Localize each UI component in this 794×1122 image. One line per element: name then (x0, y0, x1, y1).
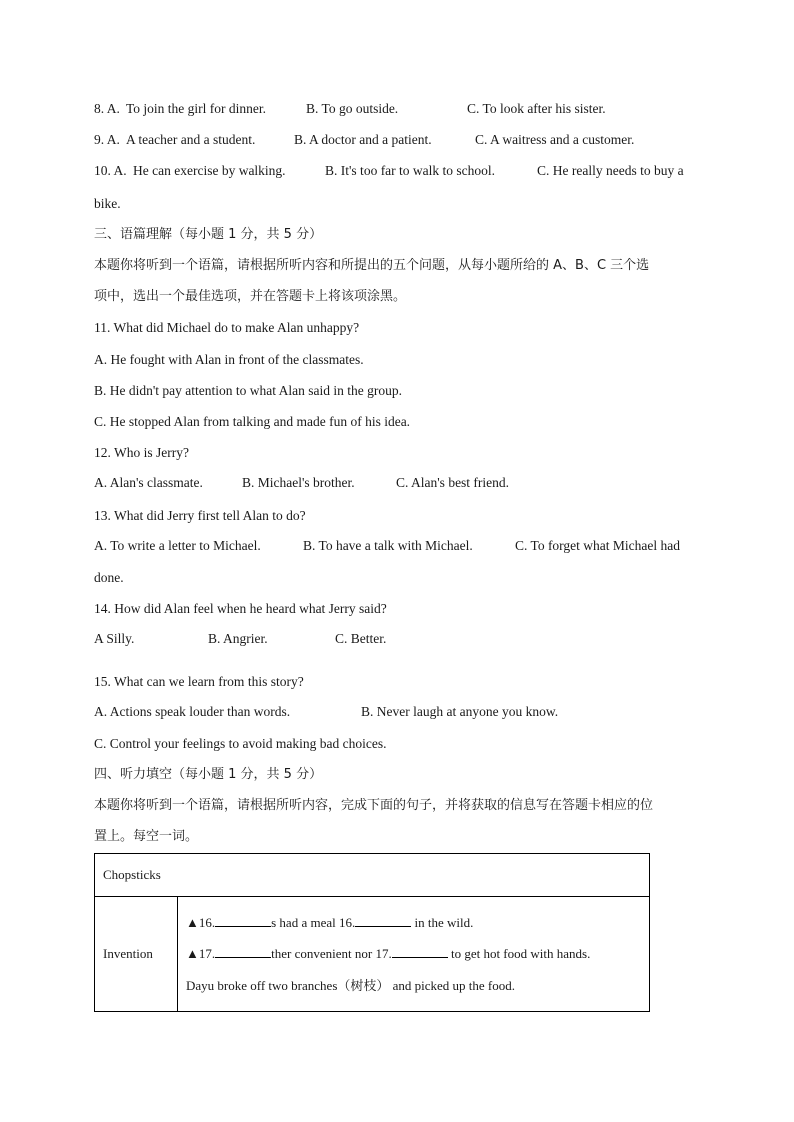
q9-option-a: A teacher and a student. (126, 132, 256, 147)
blank-16-prefix: ▲16. (186, 914, 216, 930)
line-2-end: to get hot food with hands. (450, 946, 591, 962)
answer-blank[interactable] (215, 914, 271, 927)
q11-option-a: A. He fought with Alan in front of the classmates. (94, 352, 364, 367)
question-9 (94, 132, 704, 150)
question-10 (94, 163, 704, 181)
q15-option-c: C. Control your feelings to avoid making bad choices. (94, 736, 387, 751)
q8-option-c: C. To look after his sister. (467, 101, 606, 116)
q15-options (94, 704, 704, 722)
section-3-instructions-line2: 项中，选出一个最佳选项，并在答题卡上将该项涂黑。 (94, 289, 407, 304)
q9-option-b: B. A doctor and a patient. (294, 132, 432, 147)
q12-option-b: B. Michael's brother. (242, 475, 355, 490)
q13-question: 13. What did Jerry first tell Alan to do? (94, 508, 306, 523)
invention-line-1 (186, 907, 641, 939)
q14-option-c: C. Better. (335, 631, 387, 646)
q13-option-c-wrap: done. (94, 570, 124, 585)
invention-line-2 (186, 938, 641, 970)
chopsticks-table (94, 853, 650, 1012)
q13-option-c: C. To forget what Michael had (515, 538, 681, 553)
q15-question: 15. What can we learn from this story? (94, 674, 304, 689)
q10-option-a: He can exercise by walking. (133, 163, 286, 178)
q10-option-b: B. It's too far to walk to school. (325, 163, 496, 178)
q12-option-a: A. Alan's classmate. (94, 475, 203, 490)
q14-question: 14. How did Alan feel when he heard what Jerry said? (94, 601, 387, 616)
invention-content (178, 897, 650, 1012)
section-4-instructions-line2: 置上。每空一词。 (94, 829, 199, 844)
q10-option-c: C. He really needs to buy a (537, 163, 684, 178)
section-3-title: 三、语篇理解（每小题 1 分，共 5 分） (94, 227, 323, 242)
q13-option-a: A. To write a letter to Michael. (94, 538, 261, 553)
section-4-instructions-line1: 本题你将听到一个语篇，请根据所听内容，完成下面的句子，并将获取的信息写在答题卡相应的位 (94, 798, 654, 813)
q14-option-a: A Silly. (94, 631, 135, 646)
line-1-end: in the wild. (414, 914, 474, 930)
table-header: Chopsticks (95, 854, 650, 897)
q12-question: 12. Who is Jerry? (94, 445, 189, 460)
q12-option-c: C. Alan's best friend. (396, 475, 510, 490)
answer-blank[interactable] (392, 945, 448, 958)
q13-options (94, 538, 704, 556)
q11-question: 11. What did Michael do to make Alan unhappy? (94, 320, 360, 335)
answer-blank[interactable] (215, 945, 271, 958)
q8-option-a: To join the girl for dinner. (126, 101, 267, 116)
blank-17-prefix: ▲17. (186, 946, 216, 962)
q8-number: 8. A. (94, 101, 120, 116)
section-3-instructions-line1: 本题你将听到一个语篇，请根据所听内容和所提出的五个问题，从每小题所给的 A、B、C 三个选 (94, 258, 650, 273)
invention-line-3: Dayu broke off two branches（树枝） and picked up the food. (186, 977, 516, 993)
q8-option-b: B. To go outside. (306, 101, 399, 116)
q12-options (94, 475, 704, 493)
q10-number: 10. A. (94, 163, 127, 178)
q13-option-b: B. To have a talk with Michael. (303, 538, 473, 553)
q11-option-b: B. He didn't pay attention to what Alan said in the group. (94, 383, 403, 398)
line-2-middle: ther convenient nor 17. (271, 946, 392, 962)
q9-option-c: C. A waitress and a customer. (475, 132, 635, 147)
q11-option-c: C. He stopped Alan from talking and made fun of his idea. (94, 414, 411, 429)
question-8 (94, 101, 704, 119)
line-1-middle: s had a meal 16. (271, 914, 356, 930)
q14-options (94, 631, 704, 649)
invention-label: Invention (95, 897, 178, 1012)
q15-option-a: A. Actions speak louder than words. (94, 704, 291, 719)
q10-option-c-wrap: bike. (94, 196, 121, 211)
answer-blank[interactable] (355, 914, 411, 927)
q15-option-b: B. Never laugh at anyone you know. (361, 704, 559, 719)
section-4-title: 四、听力填空（每小题 1 分，共 5 分） (94, 767, 323, 782)
q14-option-b: B. Angrier. (208, 631, 268, 646)
q9-number: 9. A. (94, 132, 120, 147)
